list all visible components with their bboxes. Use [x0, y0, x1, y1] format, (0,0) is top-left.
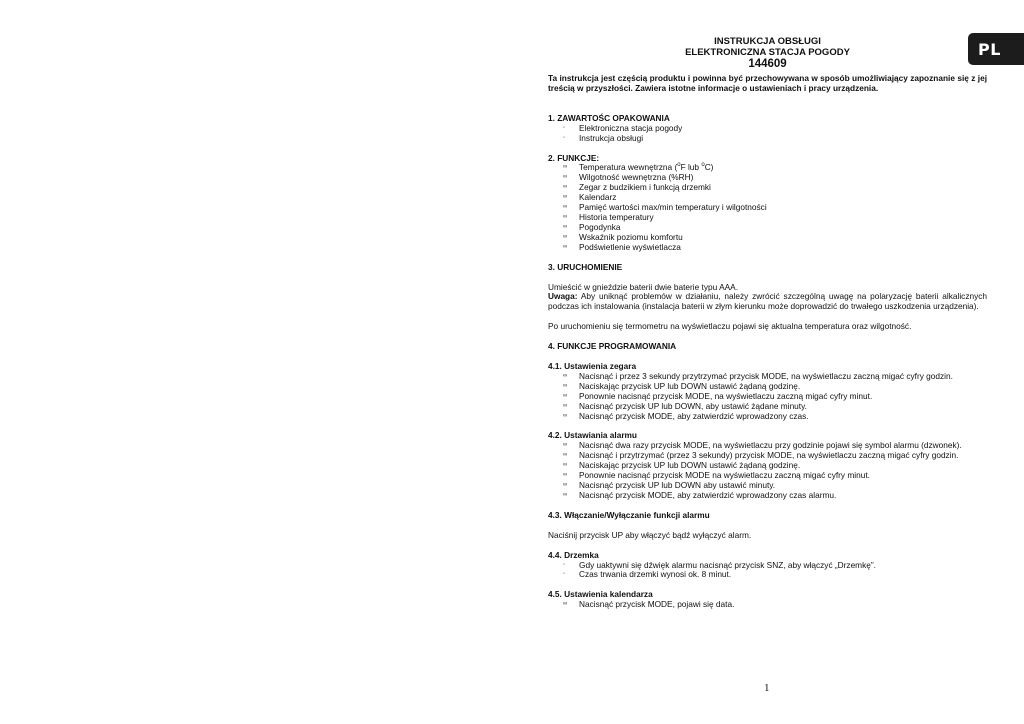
calendar-settings-list: [548, 600, 987, 610]
list-item: ∞ Podświetlenie wyświetlacza: [563, 241, 681, 252]
alarm-toggle-paragraph: Naciśnij przycisk UP aby włączyć bądź wyłączyć alarm.: [548, 529, 752, 540]
section-4-2-title: 4.2. Ustawiania alarmu: [548, 430, 638, 441]
section-3-title: 3. URUCHOMIENIE: [548, 261, 623, 272]
list-item: ∞ Nacisnąć przycisk MODE, aby zatwierdzić wprowadzony czas alarmu.: [563, 489, 837, 500]
snooze-list: [548, 561, 987, 581]
bullet-icon: ◦: [563, 134, 566, 141]
bullet-icon: ∞: [563, 452, 568, 459]
bullet-icon: ∞: [563, 491, 568, 498]
section-4-5-title: 4.5. Ustawienia kalendarza: [548, 589, 653, 600]
bullet-icon: ∞: [563, 372, 568, 379]
bullet-icon: ∞: [563, 482, 568, 488]
list-item: ◦ Elektroniczna stacja pogody: [563, 122, 683, 133]
list-item: ∞ Historia temperatury: [563, 211, 654, 222]
clock-settings-list: [548, 372, 987, 422]
list-item: ∞ Nacisnąć dwa razy przycisk MODE, na wyświetlaczu przy godzinie pojawi się symbol alarmu (dzwonek).: [563, 440, 962, 451]
bullet-icon: ∞: [563, 184, 568, 191]
list-item: ∞ Nacisnąć przycisk UP lub DOWN, aby ustawić żądane minuty.: [563, 400, 807, 411]
list-item: ◦ Czas trwania drzemki wynosi ok. 8 minut.: [563, 569, 732, 580]
list-item: ∞ Nacisnąć przycisk UP lub DOWN aby ustawić minuty.: [563, 480, 776, 490]
bullet-icon: ◦: [563, 571, 566, 578]
bullet-icon: ∞: [563, 382, 568, 389]
degree-sign: o: [701, 162, 705, 169]
bullet-icon: ∞: [563, 164, 568, 171]
section-4-3-title: 4.3. Włączanie/Wyłączanie funkcji alarmu: [548, 509, 710, 520]
list-item: ∞ Nacisnąć przycisk MODE, pojawi się data.: [563, 599, 735, 610]
section-1-title: 1. ZAWARTOŚC OPAKOWANIA: [548, 112, 670, 123]
list-item: ∞ Nacisnąć przycisk MODE, aby zatwierdzić wprowadzony czas.: [563, 410, 809, 421]
bullet-icon: ∞: [563, 204, 568, 211]
bullet-icon: ∞: [563, 223, 568, 230]
list-item: ∞ Temperatura wewnętrzna ($^o$F lub $^o$C): [563, 162, 714, 173]
list-item: ∞ Ponownie nacisnąć przycisk MODE na wyświetlaczu zaczną migać cyfry minut.: [563, 470, 870, 481]
list-item: ∞ Nacisnąć i przez 3 sekundy przytrzymać przycisk MODE, na wyświetlaczu zaczną migać cyfry godzin.: [563, 370, 953, 381]
package-contents-list: [548, 124, 987, 144]
header-title: INSTRUKCJA OBSŁUGI: [714, 36, 821, 47]
bullet-icon: ∞: [563, 402, 568, 409]
language-tab: PL: [968, 33, 1024, 65]
bullet-icon: ∞: [563, 213, 568, 220]
list-item: ◦ Gdy uaktywni się dźwięk alarmu nacisnąć przycisk SNZ, aby włączyć „Drzemkę”.: [563, 559, 876, 570]
list-item: ∞ Kalendarz: [563, 192, 617, 203]
bullet-icon: ∞: [563, 601, 568, 608]
alarm-settings-list: [548, 441, 987, 500]
list-item: ∞ Ponownie nacisnąć przycisk MODE, na wyświetlaczu zaczną migać cyfry minut.: [563, 390, 873, 401]
list-item: ∞ Naciskając przycisk UP lub DOWN ustawić żądaną godzinę.: [563, 460, 801, 471]
bullet-icon: ∞: [563, 412, 568, 419]
degree-sign: o: [677, 162, 681, 169]
list-item: ∞ Wskaźnik poziomu komfortu: [563, 231, 683, 242]
bullet-icon: ∞: [563, 442, 568, 449]
functions-list: [548, 163, 987, 252]
bullet-icon: ∞: [563, 174, 568, 181]
bullet-icon: ◦: [563, 124, 566, 131]
list-item: ∞ Pogodynka: [563, 221, 621, 232]
model-number: 144609: [748, 58, 787, 70]
bullet-icon: ∞: [563, 243, 568, 250]
list-item: ∞ Zegar z budzikiem i funkcją drzemki: [563, 182, 711, 193]
bullet-icon: ∞: [563, 392, 568, 399]
list-item: ∞ Nacisnąć i przytrzymać (przez 3 sekundy) przycisk MODE, na wyświetlaczu zaczną migać cyfry godzin.: [563, 450, 959, 461]
intro-paragraph: Ta instrukcja jest częścią produktu i powinna być przechowywana w sposób umożliwiający zapoznanie się z jej treścią w przyszłości. Zawiera istotne informacje o ustawieniach i pracy urządzenia.: [548, 73, 987, 93]
manual-page: [548, 36, 987, 610]
list-item: ◦ Instrukcja obsługi: [563, 132, 644, 143]
list-item: ∞ Naciskając przycisk UP lub DOWN ustawić żądaną godzinę.: [563, 380, 801, 391]
bullet-icon: ◦: [563, 561, 566, 568]
header-subtitle: ELEKTRONICZNA STACJA POGODY: [685, 47, 850, 58]
warning-label: Uwaga:: [548, 291, 578, 302]
section-4-1-title: 4.1. Ustawienia zegara: [548, 361, 637, 372]
battery-paragraph: Umieścić w gnieździe baterii dwie baterie typu AAA.: [548, 281, 738, 292]
list-item: ∞ Pamięć wartości max/min temperatury i wilgotności: [563, 202, 767, 213]
startup-paragraph: Po uruchomieniu się termometru na wyświetlaczu pojawi się aktualna temperatura oraz wilgotność.: [548, 321, 912, 332]
bullet-icon: ∞: [563, 233, 568, 240]
list-item: ∞ Wilgotność wewnętrzna (%RH): [563, 172, 694, 183]
bullet-icon: ∞: [563, 472, 568, 479]
page-number: 1: [764, 682, 770, 694]
bullet-icon: ∞: [563, 194, 568, 201]
warning-paragraph: Uwaga: Aby uniknąć problemów w działaniu, należy zwrócić szczególną uwagę na polaryzację baterii alkalicznych podczas ich instalowania (instalacja baterii w złym kierunku może doprowadzić do trwałego uszkodzenia urządzenia).: [548, 291, 987, 312]
document-header: [548, 36, 987, 71]
bullet-icon: ∞: [563, 462, 568, 469]
section-4-4-title: 4.4. Drzemka: [548, 549, 599, 560]
section-2-title: 2. FUNKCJE:: [548, 152, 600, 163]
section-4-title: 4. FUNKCJE PROGRAMOWANIA: [548, 341, 677, 352]
